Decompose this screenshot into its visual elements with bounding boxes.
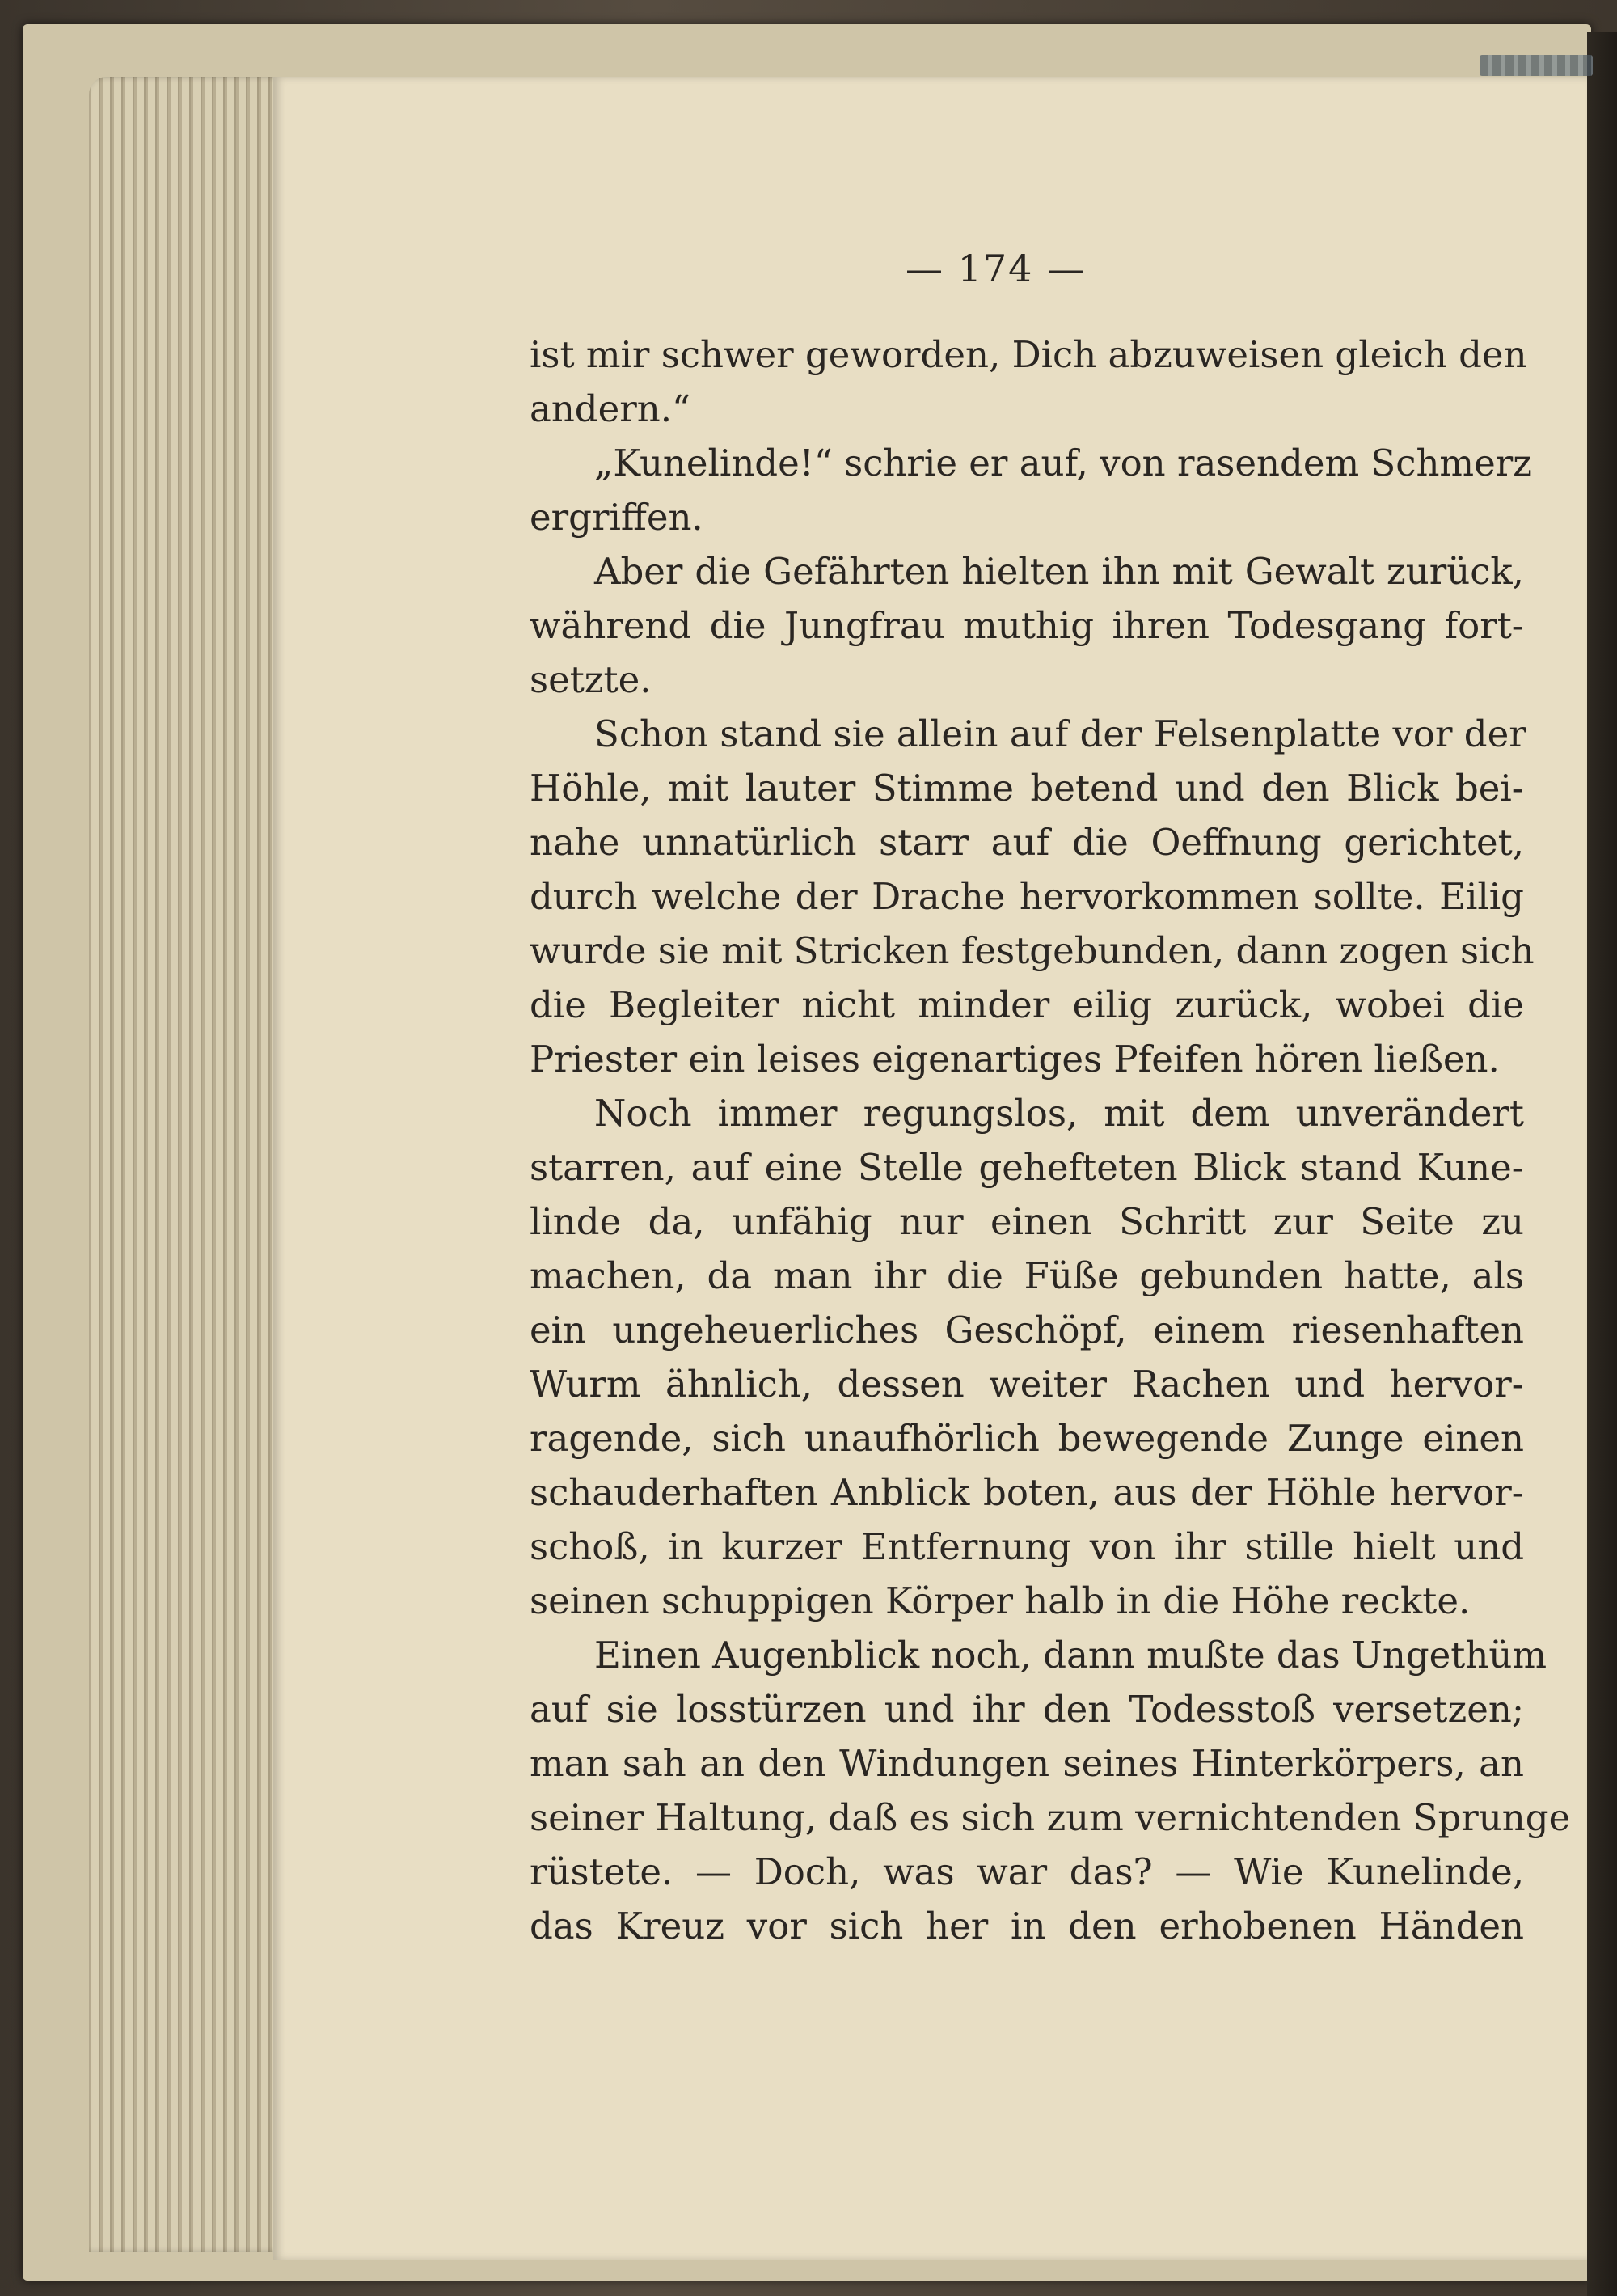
text-line: die Begleiter nicht minder eilig zurück, wobei die xyxy=(530,983,1524,1026)
text-line: Schon stand sie allein auf der Felsenplatte vor der xyxy=(594,712,1526,755)
text-line: wurde sie mit Stricken festgebunden, dann zogen sich xyxy=(530,929,1535,972)
text-line: machen, da man ihr die Füße gebunden hatte, als xyxy=(530,1254,1524,1297)
text-line: Noch immer regungslos, mit dem unverändert xyxy=(594,1092,1524,1135)
page-number: — 174 — xyxy=(906,247,1087,290)
text-line: Einen Augenblick noch, dann mußte das Ungethüm xyxy=(594,1634,1547,1677)
text-line: ist mir schwer geworden, Dich abzuweisen gleich den xyxy=(530,333,1527,376)
text-line: linde da, unfähig nur einen Schritt zur Seite zu xyxy=(530,1200,1524,1243)
page-stack-edges xyxy=(89,77,283,2252)
text-line: seiner Haltung, daß es sich zum vernichtenden Sprunge xyxy=(530,1796,1571,1839)
text-line: andern.“ xyxy=(530,387,691,430)
text-line: schoß, in kurzer Entfernung von ihr stille hielt und xyxy=(530,1525,1524,1568)
text-line: rüstete. — Doch, was war das? — Wie Kunelinde, xyxy=(530,1850,1524,1893)
text-line: durch welche der Drache hervorkommen sollte. Eilig xyxy=(530,875,1524,918)
page-text-block xyxy=(530,328,1571,1953)
text-line: setzte. xyxy=(530,658,652,701)
text-line: Aber die Gefährten hielten ihn mit Gewalt zurück, xyxy=(594,550,1524,593)
text-line: das Kreuz vor sich her in den erhobenen Händen xyxy=(530,1905,1524,1947)
text-line: nahe unnatürlich starr auf die Oeffnung gerichtet, xyxy=(530,821,1524,864)
text-line: ergriffen. xyxy=(530,496,703,539)
text-line: seinen schuppigen Körper halb in die Höhe reckte. xyxy=(530,1579,1471,1622)
text-line: man sah an den Windungen seines Hinterkörpers, an xyxy=(530,1742,1524,1785)
text-line: ragende, sich unaufhörlich bewegende Zunge einen xyxy=(530,1417,1524,1460)
text-line: während die Jungfrau muthig ihren Todesgang fort- xyxy=(530,604,1524,647)
book-right-edge xyxy=(1587,32,1617,2296)
text-line: schauderhaften Anblick boten, aus der Höhle hervor- xyxy=(530,1471,1524,1514)
text-line: „Kunelinde!“ schrie er auf, von rasendem Schmerz xyxy=(594,442,1532,484)
text-line: auf sie losstürzen und ihr den Todesstoß versetzen; xyxy=(530,1688,1524,1731)
text-line: starren, auf eine Stelle gehefteten Blick stand Kune- xyxy=(530,1146,1524,1189)
spine-label xyxy=(1480,55,1593,76)
text-line: Höhle, mit lauter Stimme betend und den Blick bei- xyxy=(530,767,1524,810)
text-line: ein ungeheuerliches Geschöpf, einem riesenhaften xyxy=(530,1309,1524,1351)
text-line: Wurm ähnlich, dessen weiter Rachen und hervor- xyxy=(530,1363,1524,1406)
text-line: Priester ein leises eigenartiges Pfeifen hören ließen. xyxy=(530,1038,1500,1080)
